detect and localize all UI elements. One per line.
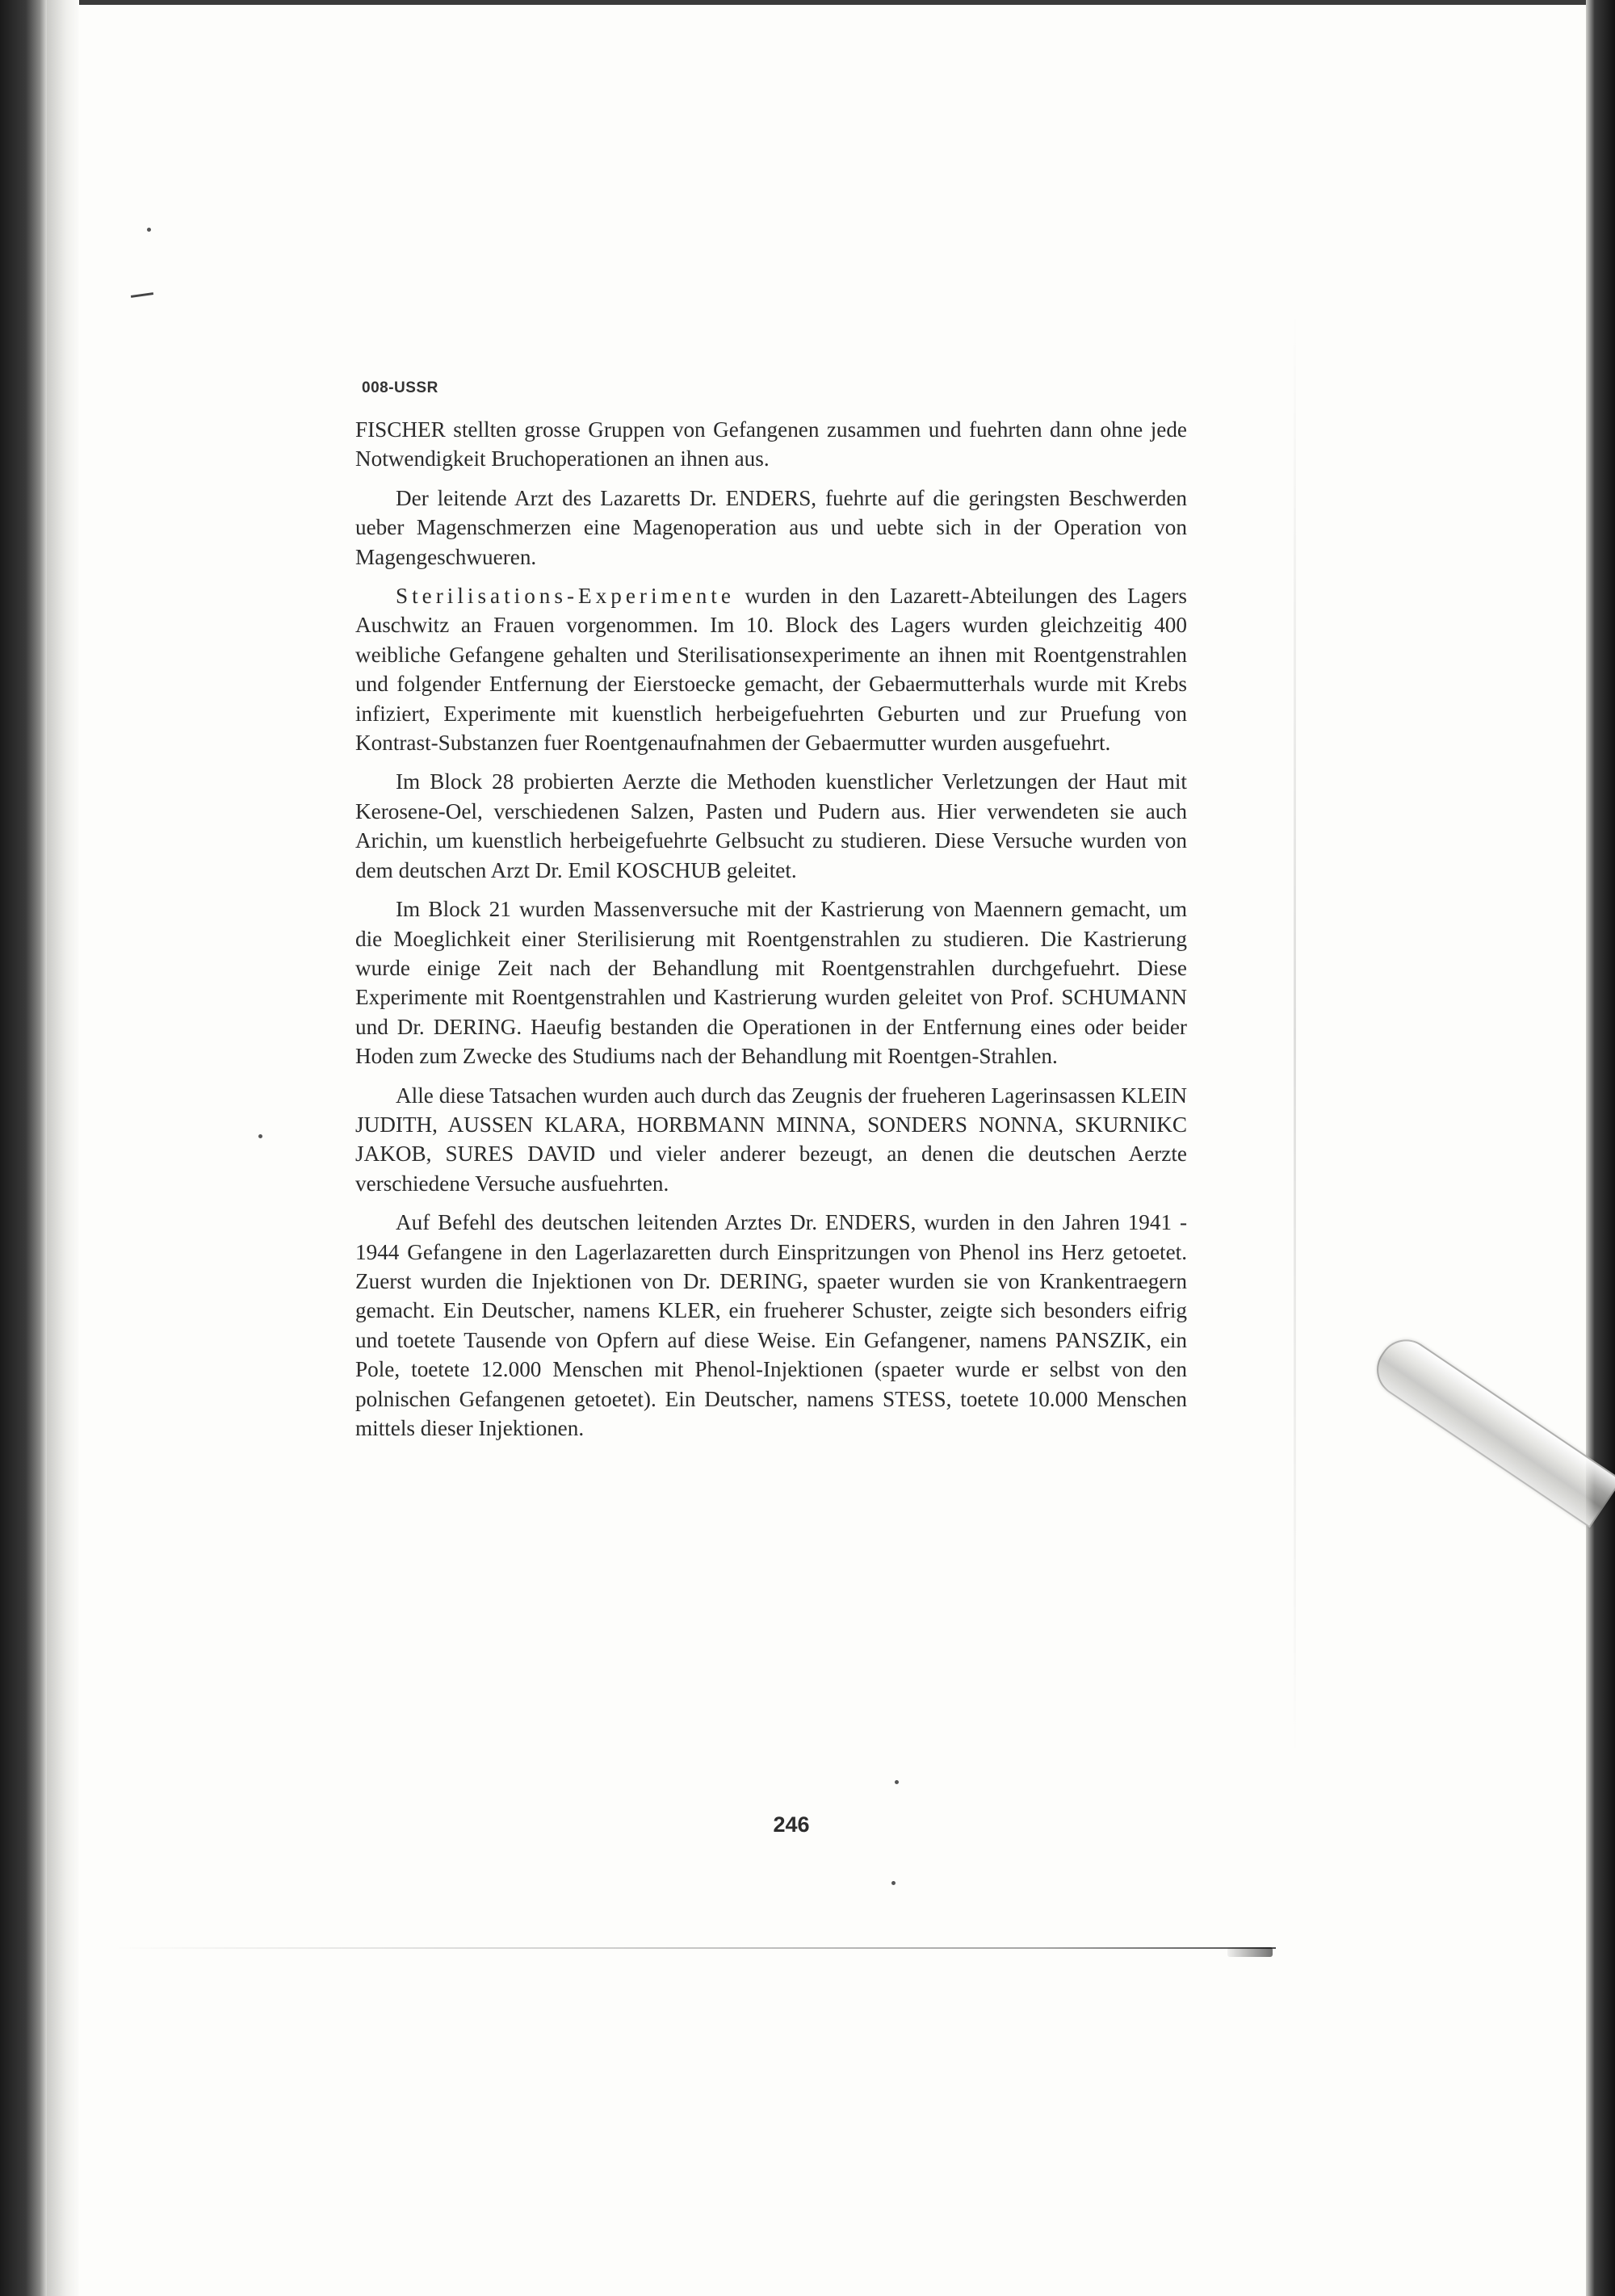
ink-speck: [891, 1881, 896, 1885]
page-number: 246: [773, 1812, 810, 1837]
scan-top-edge: [0, 0, 1615, 5]
page-body: [355, 379, 1187, 1452]
ink-speck: [258, 1134, 262, 1138]
paragraph-7: [355, 1208, 1187, 1443]
paragraph-text: Im Block 28 probierten Aerzte die Methoden kuenstlicher Verletzungen der Haut mit Kerosene-Oel, verschiedenen Salzen, Pasten und Pudern aus. Hier verwendeten sie auch Arichin, um kuenstlich herbeigefuehrte Gelbsucht zu studieren. Diese Versuche wurden von dem deutschen Arzt Dr. Emil KOSCHUB geleitet.: [355, 769, 1187, 882]
book-binding-shadow: [0, 0, 47, 2296]
paragraph-text: Alle diese Tatsachen wurden auch durch das Zeugnis der frueheren Lagerinsassen KLEIN JUDITH, AUSSEN KLARA, HORBMANN MINNA, SONDERS NONNA, SKURNIKC JAKOB, SURES DAVID und vieler anderer bezeugt, an denen die deutschen Aerzte verschiedene Versuche ausfuehrten.: [355, 1083, 1187, 1196]
paragraph-text: FISCHER stellten grosse Gruppen von Gefangenen zusammen und fuehrten dann ohne jede Notwendigkeit Bruchoperationen an ihnen aus.: [355, 417, 1187, 471]
page-bottom-fold: [113, 1947, 1276, 1949]
paragraph-text: Der leitende Arzt des Lazaretts Dr. ENDERS, fuehrte auf die geringsten Beschwerden ueber Magenschmerzen eine Magenoperation aus und uebte sich in der Operation von Magengeschwueren.: [355, 485, 1187, 569]
page-gutter: [47, 0, 79, 2296]
paragraph-1: [355, 415, 1187, 474]
page-crease: [1294, 307, 1296, 1760]
ink-speck: [895, 1780, 899, 1784]
margin-pencil-mark: [131, 292, 153, 298]
paragraph-3: [355, 581, 1187, 757]
paragraph-text: Auf Befehl des deutschen leitenden Arztes Dr. ENDERS, wurden in den Jahren 1941 - 1944 Gefangene in den Lagerlazaretten durch Einspritzungen von Phenol ins Herz getoetet. Zuerst wurden die Injektionen von Dr. DERING, spaeter wurden sie von Krankentraegern gemacht. Ein Deutscher, namens KLER, ein frueherer Schuster, zeigte sich besonders eifrig und toetete Tausende von Opfern auf diese Weise. Ein Gefangener, namens PANSZIK, ein Pole, toetete 12.000 Menschen mit Phenol-Injektionen (spaeter wurde er selbst von den polnischen Gefangenen getoetet). Ein Deutscher, namens STESS, toetete 10.000 Menschen mittels dieser Injektionen.: [355, 1210, 1187, 1440]
scan-right-edge: [1586, 0, 1615, 2296]
section-lead-term: Sterilisations-Experimente: [396, 584, 735, 609]
ink-speck: [147, 228, 151, 232]
paragraph-4: [355, 767, 1187, 885]
paragraph-5: [355, 895, 1187, 1070]
glass-page-weight: [1366, 1329, 1615, 1527]
paragraph-text: Im Block 21 wurden Massenversuche mit der Kastrierung von Maennern gemacht, um die Moeglichkeit einer Sterilisierung mit Roentgenstrahlen zu studieren. Die Kastrierung wurde einige Zeit nach der Behandlung mit Roentgenstrahlen durchgefuehrt. Diese Experimente mit Roentgenstrahlen und Kastrierung wurden geleitet von Prof. SCHUMANN und Dr. DERING. Haeufig bestanden die Operationen in der Entfernung eines oder beider Hoden zum Zwecke des Studiums nach der Behandlung mit Roentgen-Strahlen.: [355, 897, 1187, 1069]
document-id-label: 008-USSR: [362, 379, 438, 396]
paragraph-2: [355, 484, 1187, 572]
paragraph-6: [355, 1081, 1187, 1199]
page-corner-shadow: [1227, 1947, 1273, 1957]
paragraph-text: wurden in den Lazarett-Abteilungen des Lagers Auschwitz an Frauen vorgenommen. Im 10. Block des Lagers wurden gleichzeitig 400 weibliche Gefangene gehalten und Sterilisationsexperimente an ihnen mit Roentgenstrahlen und folgender Entfernung der Eierstoecke gemacht, der Gebaermutterhals wurde mit Krebs infiziert, Experimente mit kuenstlich herbeigefuehrten Geburten und zur Pruefung von Kontrast-Substanzen fuer Roentgenaufnahmen der Gebaermutter wurden ausgefuehrt.: [355, 584, 1187, 756]
